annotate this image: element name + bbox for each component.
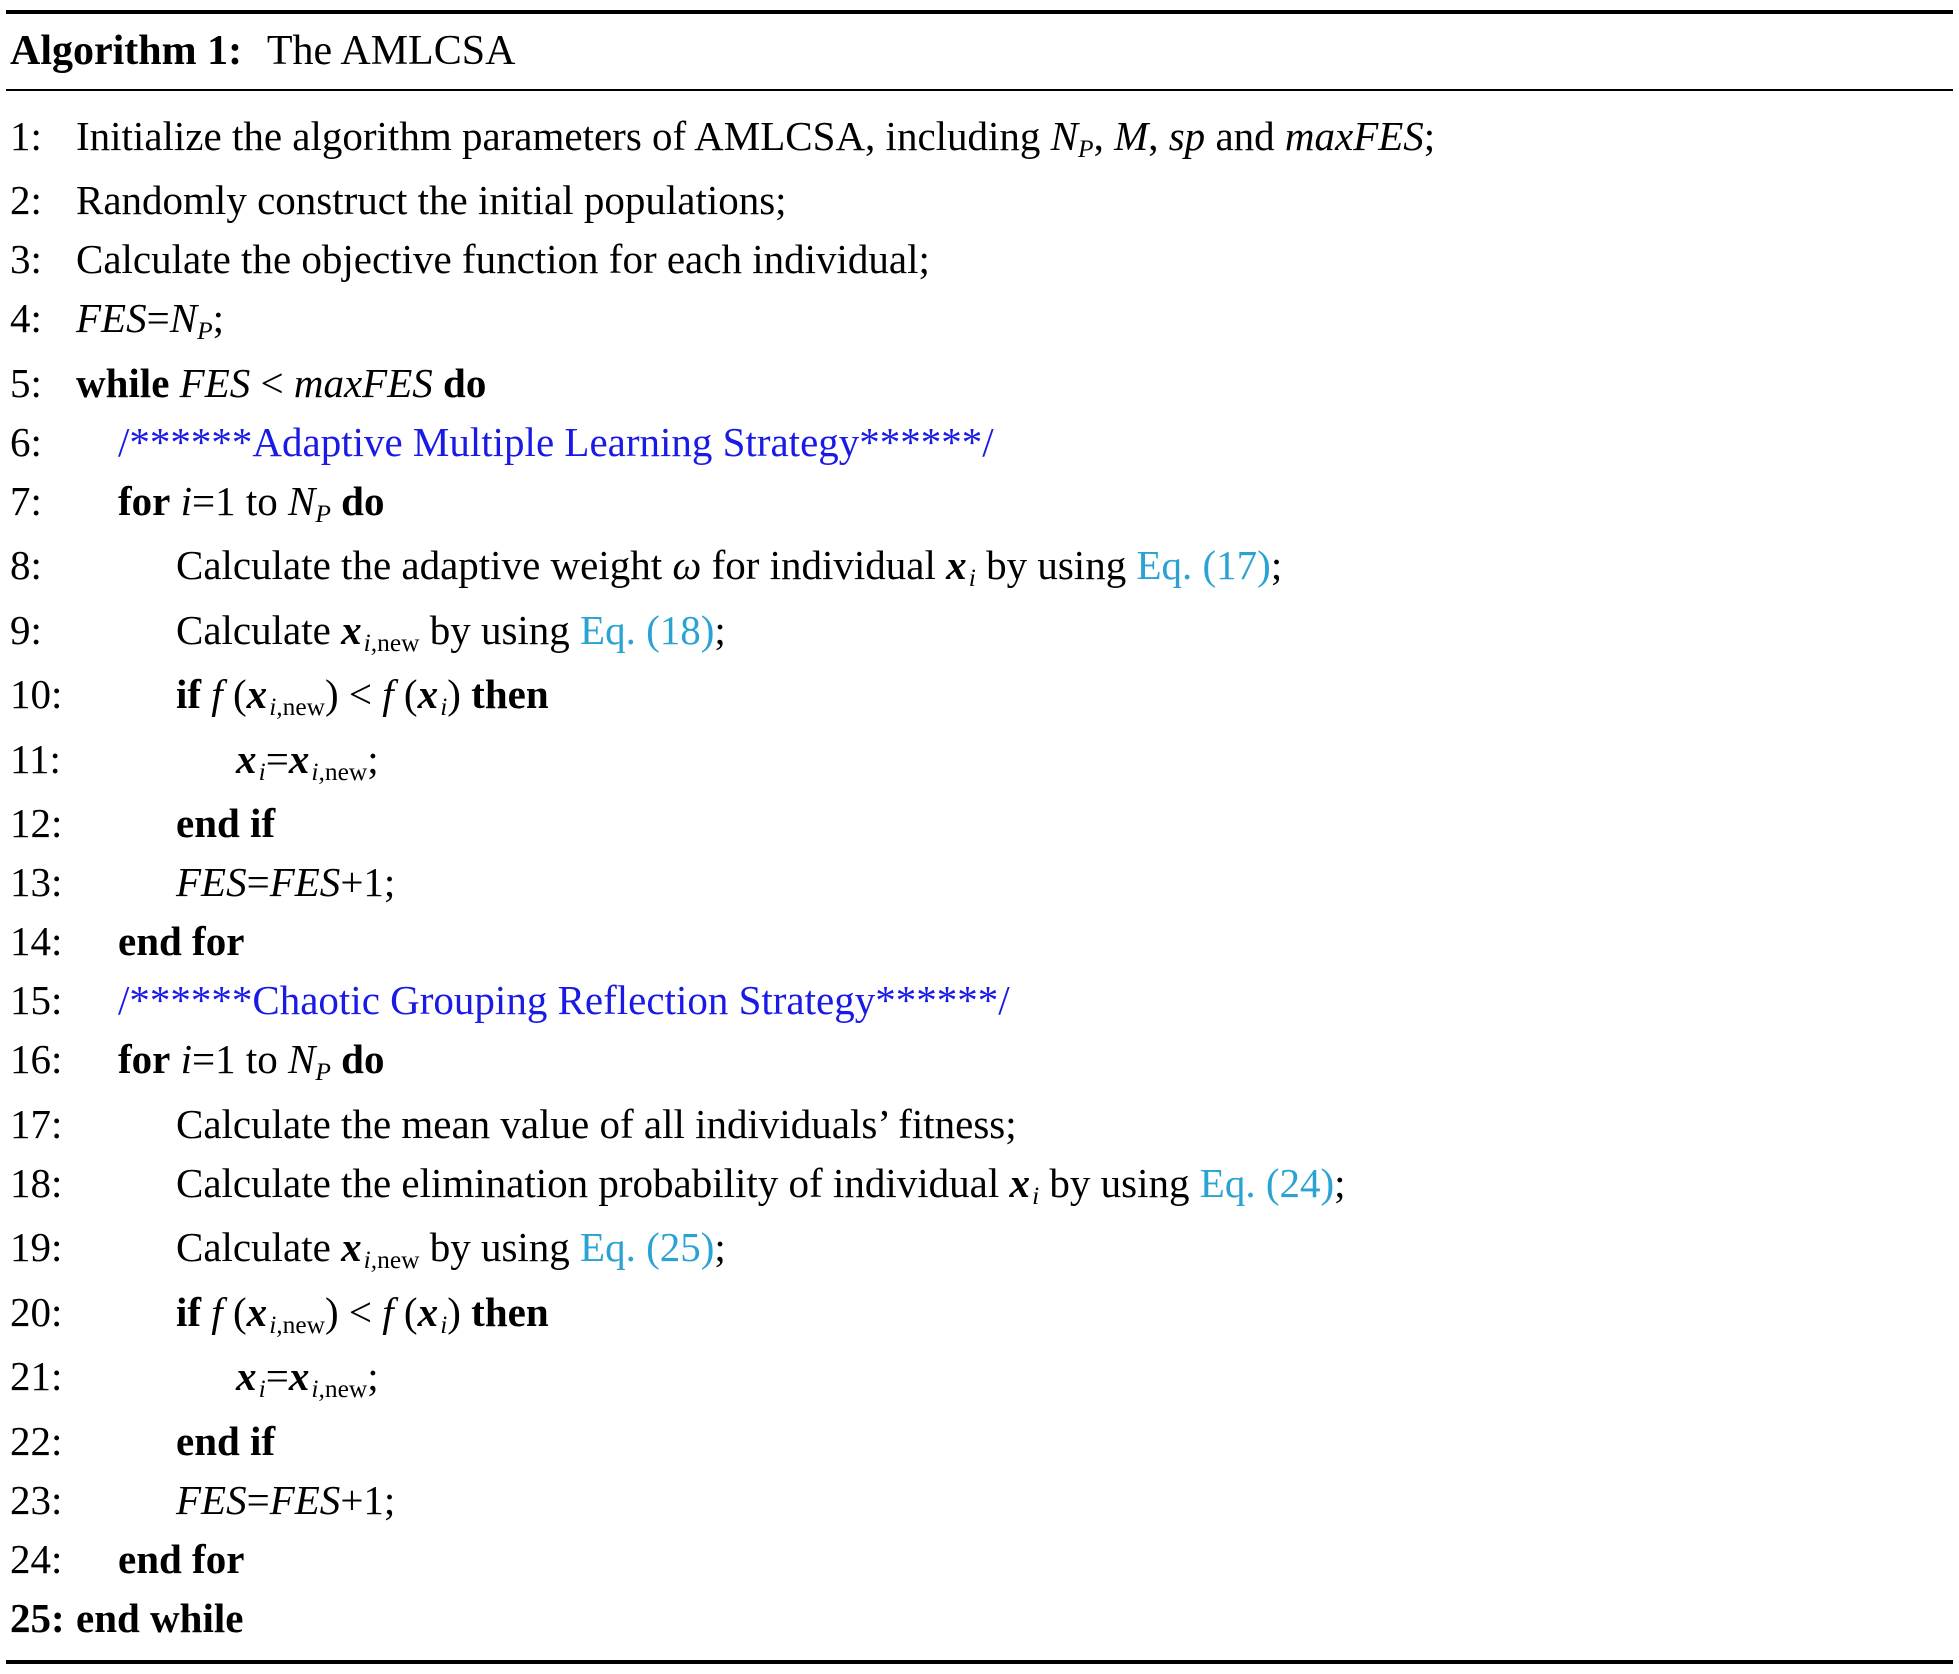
line-text: Calculate the mean value of all individuals’ fitness;	[176, 1100, 1017, 1147]
line-text: end for	[118, 918, 245, 965]
algorithm-line	[10, 1095, 1949, 1154]
algorithm-line	[10, 601, 1949, 666]
line-number: 3:	[10, 236, 42, 283]
line-number: 21:	[10, 1353, 63, 1400]
line-number: 11:	[10, 735, 61, 782]
line-text: while FES < maxFES do	[76, 359, 487, 406]
line-number: 17:	[10, 1100, 63, 1147]
line-text-comment: /******Chaotic Grouping Reflection Strategy******/	[118, 977, 1010, 1024]
line-text: end if	[176, 1417, 276, 1464]
algorithm-caption-title: The AMLCSA	[266, 28, 516, 74]
line-text: end for	[118, 1535, 245, 1582]
line-text: if f (x $_{i,new}$) < f (x $_i$) then	[176, 671, 549, 722]
algorithm-line	[10, 665, 1949, 730]
algorithm-steps	[6, 91, 1953, 1660]
algorithm-line	[10, 1030, 1949, 1095]
line-text: for i=1 to $N_P$ do	[118, 477, 385, 528]
line-number: 4:	[10, 295, 42, 342]
line-number: 16:	[10, 1036, 63, 1083]
line-text: Calculate x $_{i,new}$ by using Eq. (18);	[176, 606, 726, 657]
line-text: FES=FES+1;	[176, 1476, 396, 1523]
line-number: 24:	[10, 1535, 63, 1582]
line-number: 7:	[10, 477, 42, 524]
line-text: x $_i$=x $_{i,new}$;	[236, 1353, 379, 1404]
line-number: 19:	[10, 1224, 63, 1271]
algorithm-line	[10, 1412, 1949, 1471]
algorithm-line	[10, 794, 1949, 853]
algorithm-line	[10, 1530, 1949, 1589]
line-number: 1:	[10, 112, 42, 159]
algorithm-line	[10, 230, 1949, 289]
line-text: FES=FES+1;	[176, 859, 396, 906]
line-number: 13:	[10, 859, 63, 906]
bottom-rule	[6, 1660, 1953, 1664]
line-number: 14:	[10, 918, 63, 965]
line-text: Calculate the objective function for each individual;	[76, 236, 930, 283]
algorithm-line	[10, 289, 1949, 354]
algorithm-block	[0, 10, 1959, 1664]
algorithm-line	[10, 536, 1949, 601]
line-number: 12:	[10, 800, 63, 847]
line-number: 9:	[10, 606, 42, 653]
algorithm-line	[10, 1347, 1949, 1412]
line-text: x $_i$=x $_{i,new}$;	[236, 735, 379, 786]
algorithm-line	[10, 1283, 1949, 1348]
line-text-comment: /******Adaptive Multiple Learning Strategy******/	[118, 418, 994, 465]
line-number: 23:	[10, 1476, 63, 1523]
algorithm-line	[10, 1154, 1949, 1219]
algorithm-line	[10, 1218, 1949, 1283]
algorithm-line	[10, 413, 1949, 472]
line-text: if f (x $_{i,new}$) < f (x $_i$) then	[176, 1288, 549, 1340]
algorithm-line	[10, 107, 1949, 172]
line-number: 6:	[10, 418, 42, 465]
line-number: 2:	[10, 177, 42, 224]
algorithm-caption	[6, 14, 1953, 89]
line-number: 20:	[10, 1288, 63, 1335]
line-number: 18:	[10, 1159, 63, 1206]
algorithm-line	[10, 354, 1949, 413]
line-text: Initialize the algorithm parameters of AMLCSA, including $N_P$, M, sp and maxFES;	[76, 112, 1436, 163]
line-text: $FES=N_P$;	[76, 295, 225, 346]
line-text: for i=1 to $N_P$ do	[118, 1036, 385, 1087]
line-text: end while	[76, 1594, 244, 1641]
line-text: end if	[176, 800, 276, 847]
algorithm-line	[10, 171, 1949, 230]
line-number: 22:	[10, 1417, 63, 1464]
line-text: Calculate the adaptive weight ω for individual x $_i$ by using Eq. (17);	[176, 542, 1283, 593]
line-text: Calculate the elimination probability of individual x $_i$ by using Eq. (24);	[176, 1159, 1346, 1210]
algorithm-line	[10, 1589, 1949, 1648]
line-number: 10:	[10, 671, 63, 718]
line-number: 15:	[10, 977, 63, 1024]
line-number: 8:	[10, 542, 42, 589]
algorithm-line	[10, 730, 1949, 795]
line-text: Randomly construct the initial populations;	[76, 177, 787, 224]
algorithm-line	[10, 1471, 1949, 1530]
algorithm-line	[10, 853, 1949, 912]
line-number: 25:	[10, 1594, 65, 1641]
line-text: Calculate x $_{i,new}$ by using Eq. (25);	[176, 1224, 726, 1275]
algorithm-line	[10, 971, 1949, 1030]
line-number: 5:	[10, 359, 42, 406]
algorithm-caption-label: Algorithm 1:	[10, 28, 243, 74]
algorithm-line	[10, 912, 1949, 971]
algorithm-line	[10, 472, 1949, 537]
